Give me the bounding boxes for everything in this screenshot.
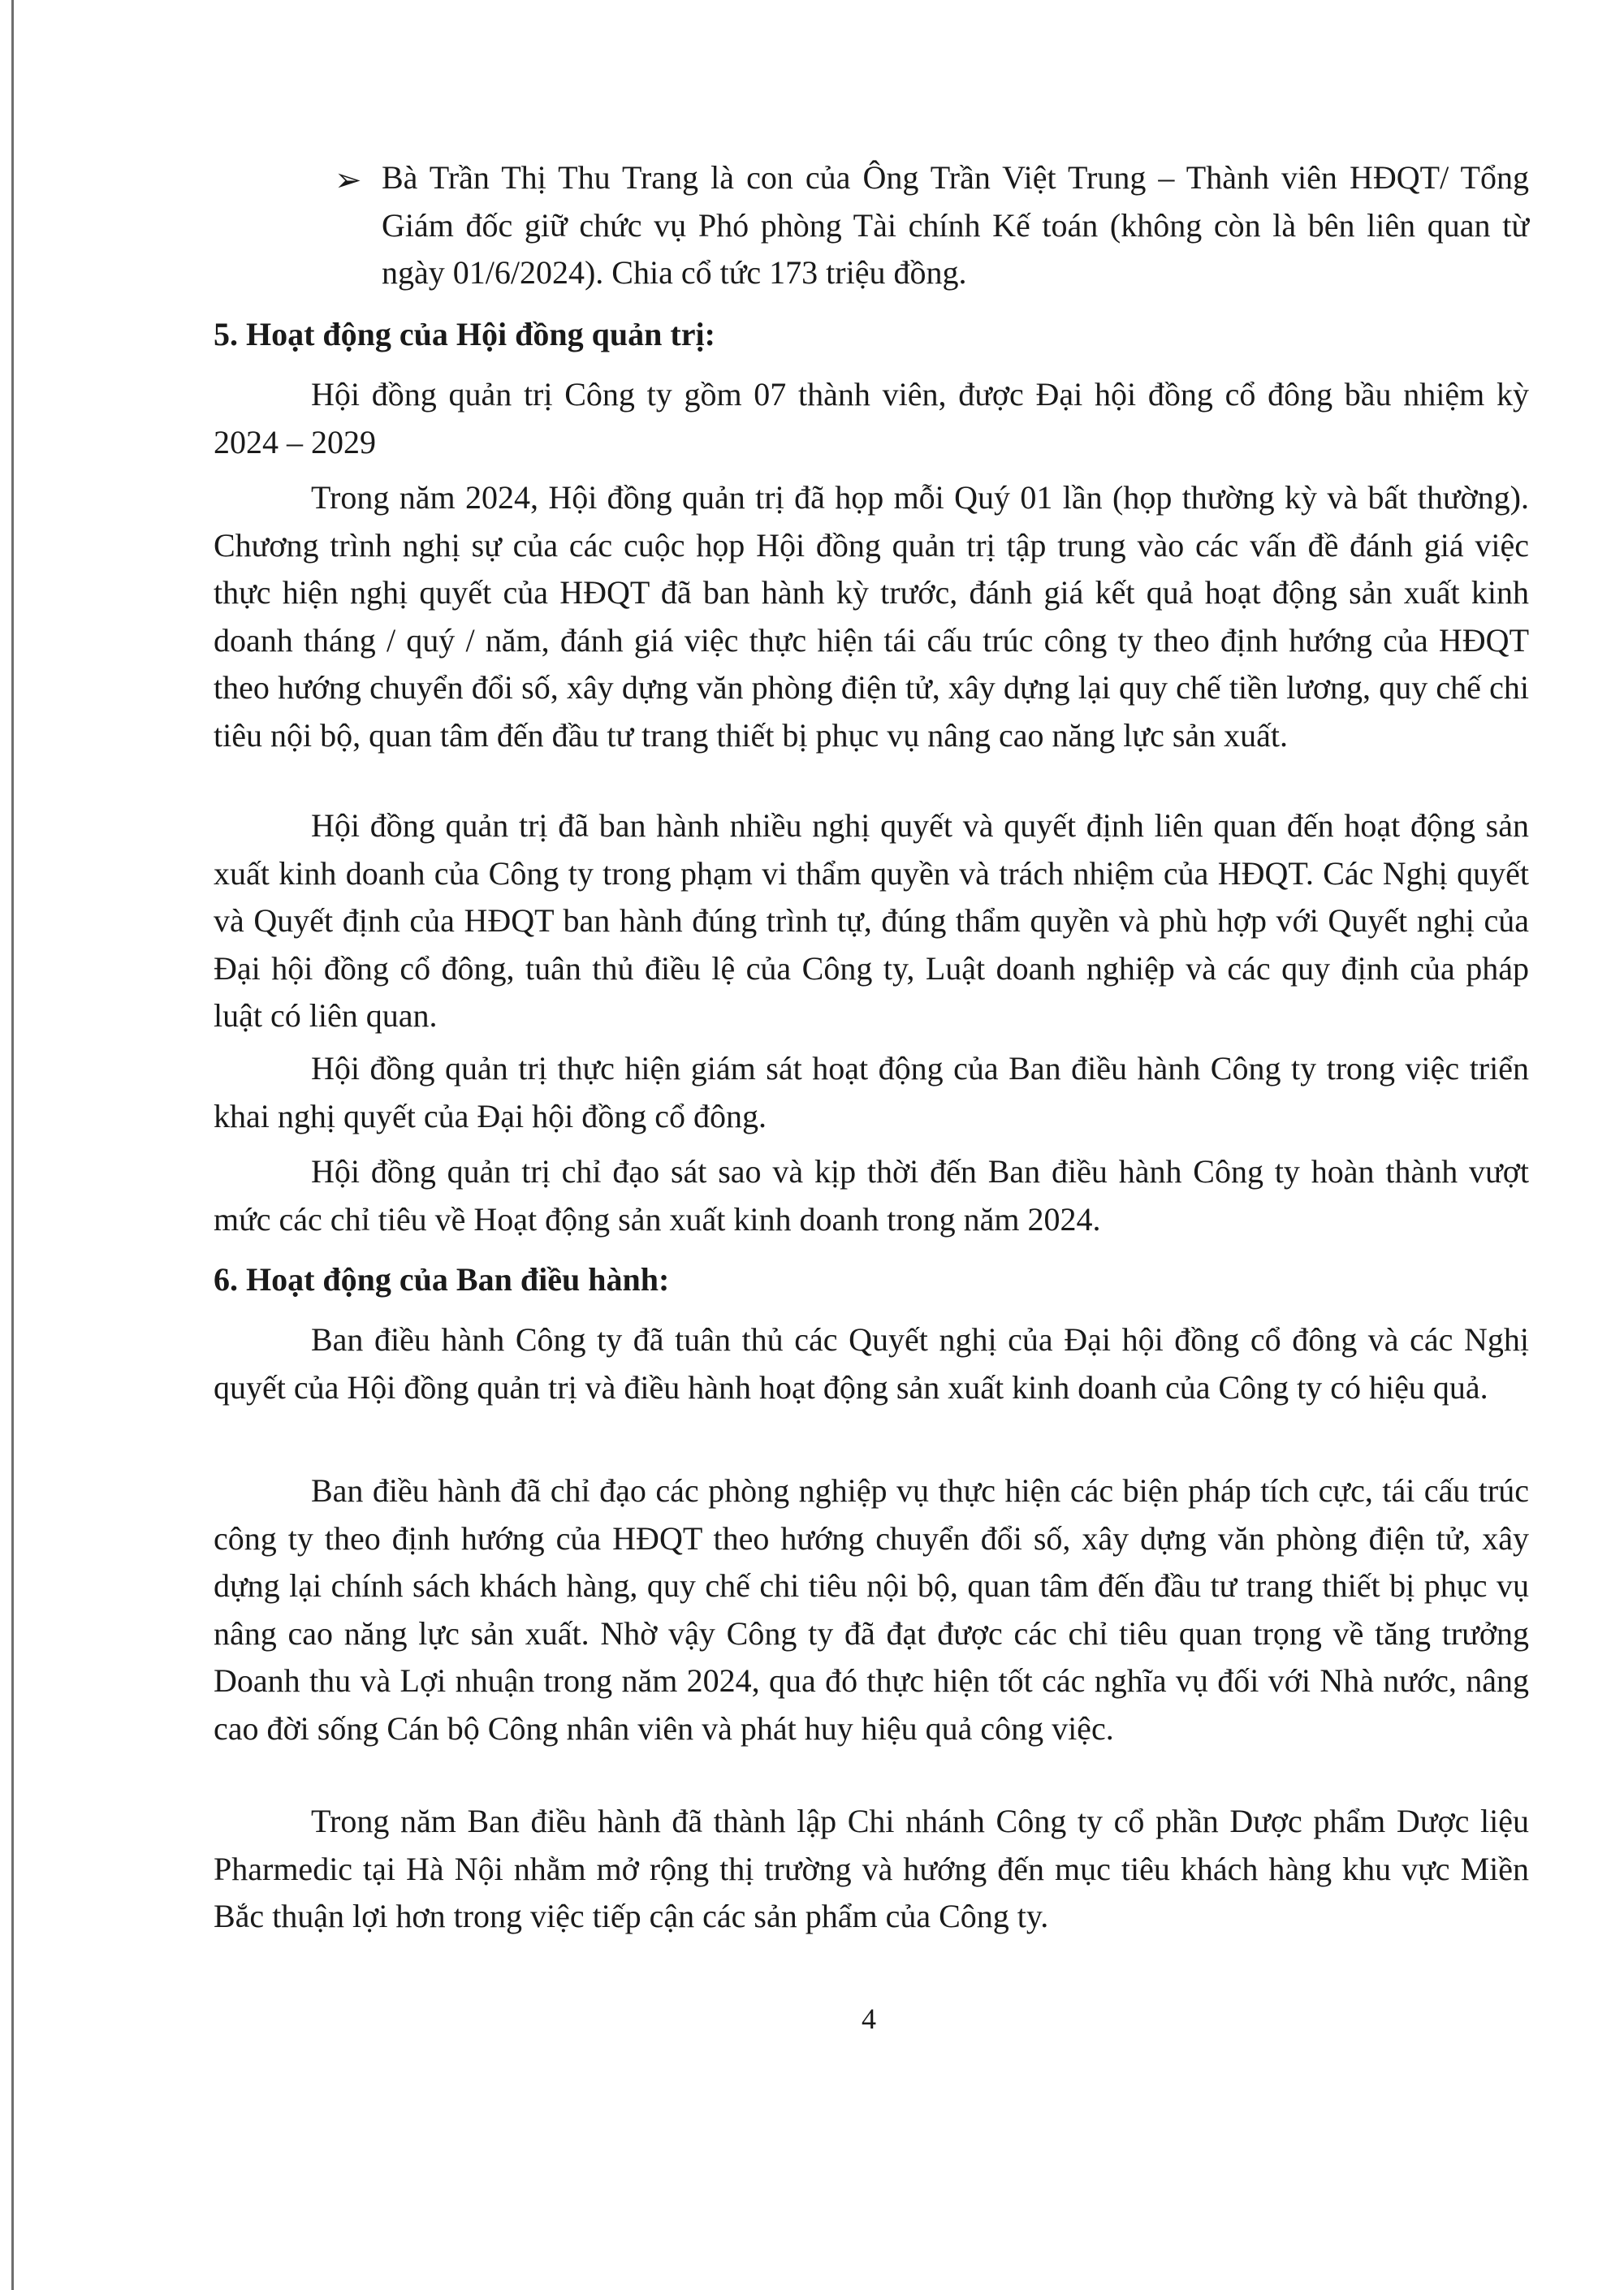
page-number: 4 (862, 2003, 876, 2035)
section-5-paragraph-3: Hội đồng quản trị đã ban hành nhiều nghị quyết và quyết định liên quan đến hoạt động sản xuất kinh doanh của Công ty trong phạm vi thẩm quyền và trách nhiệm của HĐQT. Các Nghị quyết và Quyết định của HĐQT ban hành đúng trình tự, đúng thẩm quyền và phù hợp với Quyết nghị của Đại hội đồng cổ đông, tuân thủ điều lệ của Công ty, Luật doanh nghiệp và các quy định của pháp luật có liên quan. (214, 807, 1529, 1034)
section-6-paragraph-2: Ban điều hành đã chỉ đạo các phòng nghiệp vụ thực hiện các biện pháp tích cực, tái cấu trúc công ty theo định hướng của HĐQT theo hướng chuyển đổi số, xây dựng văn phòng điện tử, xây dựng lại chính sách khách hàng, quy chế chi tiêu nội bộ, quan tâm đến đầu tư trang thiết bị phục vụ nâng cao năng lực sản xuất. Nhờ vậy Công ty đã đạt được các chỉ tiêu quan trọng về tăng trưởng Doanh thu và Lợi nhuận trong năm 2024, qua đó thực hiện tốt các nghĩa vụ đối với Nhà nước, nâng cao đời sống Cán bộ Công nhân viên và phát huy hiệu quả công việc. (214, 1472, 1529, 1747)
bullet-paragraph: Bà Trần Thị Thu Trang là con của Ông Trần Việt Trung – Thành viên HĐQT/ Tổng Giám đốc giữ chức vụ Phó phòng Tài chính Kế toán (không còn là bên liên quan từ ngày 01/6/2024). Chia cổ tức 173 triệu đồng. (382, 159, 1529, 291)
bullet-arrow-icon: ➢ (335, 162, 362, 199)
section-5-paragraph-1: Hội đồng quản trị Công ty gồm 07 thành viên, được Đại hội đồng cổ đông bầu nhiệm kỳ 2024 – 2029 (214, 376, 1529, 460)
section-6-paragraph-1: Ban điều hành Công ty đã tuân thủ các Quyết nghị của Đại hội đồng cổ đông và các Nghị quyết của Hội đồng quản trị và điều hành hoạt động sản xuất kinh doanh của Công ty có hiệu quả. (214, 1321, 1529, 1406)
section-5-paragraph-4: Hội đồng quản trị thực hiện giám sát hoạt động của Ban điều hành Công ty trong việc triển khai nghị quyết của Đại hội đồng cổ đông. (214, 1050, 1529, 1134)
section-6-heading: 6. Hoạt động của Ban điều hành: (214, 1261, 670, 1298)
section-5-paragraph-2: Trong năm 2024, Hội đồng quản trị đã họp mỗi Quý 01 lần (họp thường kỳ và bất thường). Chương trình nghị sự của các cuộc họp Hội đồng quản trị tập trung vào các vấn đề đánh giá việc thực hiện nghị quyết của HĐQT đã ban hành kỳ trước, đánh giá kết quả hoạt động sản xuất kinh doanh tháng / quý / năm, đánh giá việc thực hiện tái cấu trúc công ty theo định hướng của HĐQT theo hướng chuyển đổi số, xây dựng văn phòng điện tử, xây dựng lại quy chế tiền lương, quy chế chi tiêu nội bộ, quan tâm đến đầu tư trang thiết bị phục vụ nâng cao năng lực sản xuất. (214, 479, 1529, 754)
section-5-paragraph-5: Hội đồng quản trị chỉ đạo sát sao và kịp thời đến Ban điều hành Công ty hoàn thành vượt mức các chỉ tiêu về Hoạt động sản xuất kinh doanh trong năm 2024. (214, 1153, 1529, 1238)
section-5-heading: 5. Hoạt động của Hội đồng quản trị: (214, 316, 715, 352)
section-6-paragraph-3: Trong năm Ban điều hành đã thành lập Chi nhánh Công ty cổ phần Dược phẩm Dược liệu Pharmedic tại Hà Nội nhằm mở rộng thị trường và hướng đến mục tiêu khách hàng khu vực Miền Bắc thuận lợi hơn trong việc tiếp cận các sản phẩm của Công ty. (214, 1803, 1529, 1934)
